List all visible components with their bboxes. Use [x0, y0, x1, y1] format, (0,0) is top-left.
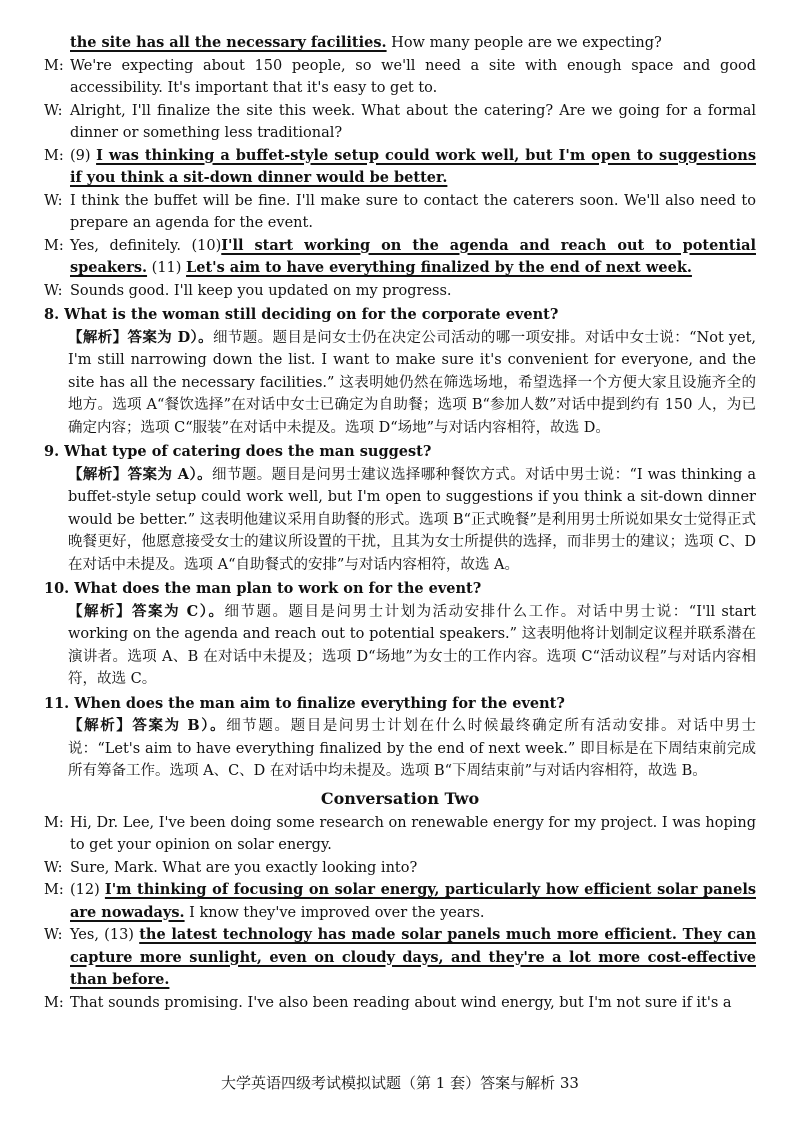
analysis-text: 【解析】答案为 A）。细节题。题目是问男士建议选择哪种餐饮方式。对话中男士说：“I was thinking a buffet-style setup could work well, but I'm open to suggestions if you think a sit-down dinner would be better.” 这表明他建议采用自助餐的形式。选项 B“正式晚餐”是利用男士所说如果女士觉得正式晚餐更好，他愿意接受女士的建议所设置的干扰，且其为女士所提供的选择，而非男士的建议；选项 C、D 在对话中未提及。选项 A“自助餐式的安排”与对话内容相符，故选 A。	[68, 465, 756, 573]
dialogue-line	[44, 879, 756, 924]
page-footer	[0, 1072, 800, 1093]
dialogue-text: Yes, (13) the latest technology has made solar panels much more efficient. They can capture more sunlight, even on cloudy days, and they're a lot more cost-effective than before.	[70, 926, 757, 988]
dialogue-text: Sounds good. I'll keep you updated on my progress.	[70, 282, 452, 299]
speaker-label: W:	[44, 102, 63, 119]
underlined-answer: I'm thinking of focusing on solar energy, particularly how efficient solar panels are nowadays.	[70, 881, 756, 921]
dialogue-line	[44, 100, 756, 145]
dialogue-line	[44, 812, 756, 857]
dialogue-text: I think the buffet will be fine. I'll make sure to contact the caterers soon. We'll also need to prepare an agenda for the event.	[70, 192, 756, 231]
analysis-text: 【解析】答案为 D）。细节题。题目是问女士仍在决定公司活动的哪一项安排。对话中女士说：“Not yet, I'm still narrowing down the list. I want to make sure it's convenient for everyone, and the site has all the necessary facilities.” 这表明她仍然在筛选场地，希望选择一个方便大家且设施齐全的地方。选项 A“餐饮选择”在对话中女士已确定为自助餐；选项 B“参加人数”对话中提到约有 150 人，为已确定内容；选项 C“服装”在对话中未提及。选项 D“场地”与对话内容相符，故选 D。	[68, 328, 756, 436]
question-block	[44, 578, 756, 691]
answer-tag: 【解析】答案为 C）。	[68, 602, 225, 620]
speaker-label: M:	[44, 147, 64, 164]
underlined-answer: I'll start working on the agenda and reach out to potential speakers.	[70, 236, 756, 276]
question-block	[44, 693, 756, 783]
dialogue-line	[44, 235, 756, 280]
question-text: 8. What is the woman still deciding on for the corporate event?	[44, 306, 559, 323]
speaker-label: M:	[44, 994, 64, 1011]
footer-title: 大学英语四级考试模拟试题（第 1 套）答案与解析	[221, 1074, 556, 1092]
speaker-label: W:	[44, 192, 63, 209]
underlined-answer: Let's aim to have everything finalized by the end of next week.	[186, 259, 692, 276]
dialogue-text: Hi, Dr. Lee, I've been doing some research on renewable energy for my project. I was hoping to get your opinion on solar energy.	[70, 814, 756, 853]
speaker-label: W:	[44, 859, 63, 876]
speaker-label: M:	[44, 814, 64, 831]
speaker-label: W:	[44, 282, 63, 299]
answer-tag: 【解析】答案为 A）。	[68, 465, 213, 483]
dialogue-line	[44, 924, 756, 992]
dialogue-text: Alright, I'll finalize the site this week. What about the catering? Are we going for a formal dinner or something less traditional?	[70, 102, 756, 141]
question-text: 10. What does the man plan to work on for the event?	[44, 580, 482, 597]
dialogue-continuation: the site has all the necessary facilities. How many people are we expecting?	[70, 34, 662, 51]
underlined-answer: the site has all the necessary facilities.	[70, 34, 387, 51]
dialogue-line	[44, 992, 756, 1015]
dialogue-text: Yes, definitely. (10)I'll start working on the agenda and reach out to potential speakers. (11) Let's aim to have everything finalized by the end of next week.	[70, 236, 756, 276]
speaker-label: M:	[44, 57, 64, 74]
question-block	[44, 304, 756, 439]
answer-tag: 【解析】答案为 D）。	[68, 328, 214, 346]
speaker-label: M:	[44, 237, 64, 254]
analysis-text: 【解析】答案为 C）。细节题。题目是问男士计划为活动安排什么工作。对话中男士说：“I'll start working on the agenda and reach out to potential speakers.” 这表明他将计划制定议程并联系潜在演讲者。选项 A、B 在对话中未提及；选项 D“场地”为女士的工作内容。选项 C“活动议程”与对话内容相符，故选 C。	[68, 602, 756, 687]
dialogue-text: Sure, Mark. What are you exactly looking into?	[70, 859, 418, 876]
dialogue-text: We're expecting about 150 people, so we'll need a site with enough space and good accessibility. It's important that it's easy to get to.	[70, 57, 756, 96]
page-number: 33	[559, 1074, 579, 1092]
question-block	[44, 441, 756, 576]
dialogue-text: (12) I'm thinking of focusing on solar energy, particularly how efficient solar panels are nowadays. I know they've improved over the years.	[70, 881, 756, 921]
answer-tag: 【解析】答案为 B）。	[68, 717, 227, 734]
underlined-answer: I was thinking a buffet-style setup could work well, but I'm open to suggestions if you think a sit-down dinner would be better.	[70, 146, 756, 186]
dialogue-line	[44, 190, 756, 235]
question-text: 9. What type of catering does the man suggest?	[44, 443, 432, 460]
dialogue-line	[44, 145, 756, 190]
dialogue-line	[44, 857, 756, 880]
speaker-label: W:	[44, 927, 63, 943]
section-title: Conversation Two	[320, 788, 480, 808]
speaker-label: M:	[44, 882, 64, 898]
analysis-text: 【解析】答案为 B）。细节题。题目是问男士计划在什么时候最终确定所有活动安排。对话中男士说：“Let's aim to have everything finalized by the end of next week.” 即目标是在下周结束前完成所有筹备工作。选项 A、C、D 在对话中均未提及。选项 B“下周结束前”与对话内容相符，故选 B。	[68, 717, 757, 779]
dialogue-text: That sounds promising. I've also been reading about wind energy, but I'm not sure if it's a	[70, 994, 732, 1011]
dialogue-line	[44, 55, 756, 100]
question-text: 11. When does the man aim to finalize everything for the event?	[44, 694, 565, 712]
dialogue-line	[44, 280, 756, 303]
underlined-answer: the latest technology has made solar panels much more efficient. They can capture more sunlight, even on cloudy days, and they're a lot more cost-effective than before.	[70, 926, 757, 988]
dialogue-text: (9) I was thinking a buffet-style setup could work well, but I'm open to suggestions if you think a sit-down dinner would be better.	[70, 146, 756, 186]
